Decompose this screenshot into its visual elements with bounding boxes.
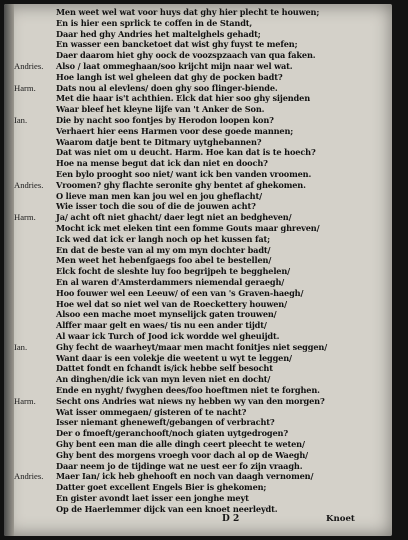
book-page: [4, 4, 392, 536]
line-text: Ghy bent des morgens vroegh voor dach al op de Waegh/: [56, 449, 308, 460]
line-text: En wasser een bancketoet dat wist ghy fuyst te mefen;: [56, 39, 298, 50]
verse-line: [4, 418, 392, 427]
verse-line: [4, 138, 392, 147]
line-text: Datter goet excellent Engels Bier is ghekomen;: [56, 482, 267, 493]
verse-line: [4, 343, 392, 352]
verse-line: [4, 213, 392, 222]
line-text: Ick wed dat ick er langh noch op het kussen fat;: [56, 233, 271, 244]
verse-line: [4, 364, 392, 373]
line-text: Hoe na mense begut dat ick dan niet en dooch?: [56, 158, 268, 169]
speaker-name: Andries.: [14, 471, 44, 482]
line-text: Die by nacht soo fontjes by Herodon loopen kon?: [56, 115, 274, 125]
line-text: Wie isser toch die sou of die de jouwen acht?: [56, 201, 256, 212]
line-text: Daar neem jo de tijdinge wat ne uest eer fo zijn vraagh.: [56, 460, 303, 471]
line-text: Hoe langh ist wel gheleen dat ghy de pocken badt?: [56, 71, 283, 82]
catchword: Knoet: [326, 514, 355, 524]
line-text: Alsoo een mache moet mynselijck gaten trouwen/: [56, 309, 277, 320]
line-text: En dat de beste van al my om myn dochter badt/: [56, 244, 271, 255]
verse-line: [4, 256, 392, 265]
verse-line: [4, 321, 392, 330]
line-text: Dattet fondt en fchandt is/ick hebbe self besocht: [56, 363, 273, 374]
verse-line: [4, 386, 392, 395]
speaker-name: Harm.: [14, 82, 36, 93]
line-text: Elck focht de sleshte luy foo begrijpeh te begghelen/: [56, 266, 290, 277]
verse-line: [4, 224, 392, 233]
verse-line: [4, 300, 392, 309]
verse-line: [4, 148, 392, 157]
verse-line: [4, 375, 392, 384]
line-text: Isser niemant gheneweft/gebangen of verbracht?: [56, 417, 275, 428]
verse-line: [4, 116, 392, 125]
speaker-name: Andries.: [14, 61, 44, 71]
line-text: Secht ons Andries wat niews ny hebben wy van den morgen?: [56, 395, 325, 406]
speaker-name: Harm.: [14, 395, 36, 406]
line-text: Vroomen? ghy flachte seronite ghy bentet af ghekomen.: [56, 179, 306, 190]
line-text: Men weet wel wat voor huys dat ghy hier plecht te houwen;: [56, 7, 320, 17]
verse-line: [4, 462, 392, 471]
verse-line: [4, 397, 392, 406]
line-text: Verhaert hier eens Harmen voor dese goede mannen;: [56, 125, 294, 136]
verse-line: [4, 8, 392, 17]
line-text: En is hier een sprlick te coffen in de Standt,: [56, 17, 253, 28]
verse-line: [4, 440, 392, 449]
verse-line: [4, 494, 392, 503]
verse-line: [4, 51, 392, 60]
line-text: Daer daarom hiet ghy oock de voozspzaach van qua faken.: [56, 50, 316, 61]
line-text: Een bylo prooght soo niet/ want ick ben vanden vroomen.: [56, 169, 312, 179]
line-text: Alffer maar gelt en waes/ tis nu een ander tijdt/: [56, 320, 267, 331]
verse-line: [4, 192, 392, 201]
line-text: En gister avondt laet isser een jonghe meyt: [56, 493, 249, 503]
line-text: Hoo fouwer wel een Leeuw/ of een van 's Graven-haegh/: [56, 287, 304, 298]
speaker-name: Harm.: [14, 212, 36, 223]
verse-line: [4, 94, 392, 103]
verse-line: [4, 181, 392, 190]
line-text: Met die haar is't achthien. Elck dat hier soo ghy sijenden: [56, 93, 310, 104]
line-text: Dats nou al elevlens/ doen ghy soo flinger-biende.: [56, 82, 278, 93]
line-text: Ghy bent een man die alle dingh ceert pleecht te weten/: [56, 439, 305, 449]
verse-line: [4, 483, 392, 492]
line-text: Op de Haerlemmer dijck van een knoet neerleydt.: [56, 503, 278, 514]
speaker-name: Andries.: [14, 179, 44, 190]
verse-line: [4, 289, 392, 298]
line-text: Daar hed ghy Andries het maltelghels gehadt;: [56, 28, 261, 39]
verse-line: [4, 354, 392, 363]
line-text: Wat isser ommegaen/ gisteren of te nacht?: [56, 406, 247, 417]
verse-line: [4, 451, 392, 460]
verse-line: [4, 332, 392, 341]
verse-line: [4, 310, 392, 319]
line-text: Ghy fecht de waarheyt/maar men macht fonitjes niet seggen/: [56, 341, 328, 352]
verse-line: [4, 127, 392, 136]
line-text: Mocht ick met eleken tint een fomme Gouts maar ghreven/: [56, 223, 320, 233]
verse-line: [4, 62, 392, 71]
verse-line: [4, 202, 392, 211]
verse-line: [4, 246, 392, 255]
line-text: Waarom datje bent te Ditmary uytghebannen?: [56, 136, 262, 147]
verse-line: [4, 278, 392, 287]
verse-line: [4, 505, 392, 514]
line-text: Men weet het hebenfgaegs foo abel te bestellen/: [56, 255, 272, 266]
verse-line: [4, 267, 392, 276]
line-text: Dat was niet om u deucht. Harm. Hoe kan dat is te hoech?: [56, 147, 316, 158]
line-text: En al waren d'Amsterdammers niemendal geraegh/: [56, 277, 285, 287]
line-text: Ja/ acht oft niet ghacht/ daer legt niet an bedgheven/: [56, 212, 292, 223]
line-text: Also / laat ommeghaan/soo krijcht mijn naar wel wat.: [56, 61, 293, 71]
line-text: An dinghen/die ick van myn leven niet en docht/: [56, 374, 271, 385]
verse-line: [4, 472, 392, 481]
line-text: Want daar is een volekje die weetent u wyt te leggen/: [56, 352, 292, 363]
line-text: Maer Ian/ ick heb ghehooft en noch van daagh vernomen/: [56, 471, 314, 482]
line-text: Der o fmoeft/geranchooft/noch giaten uytgedrogen?: [56, 428, 288, 439]
verse-line: [4, 429, 392, 438]
verse-line: [4, 84, 392, 93]
verse-line: [4, 159, 392, 168]
verse-line: [4, 408, 392, 417]
verse-line: [4, 235, 392, 244]
line-text: Al waar ick Turch of Jood ick wordde wel gheuijdt.: [56, 331, 280, 341]
verse-line: [4, 170, 392, 179]
verse-line: [4, 105, 392, 114]
line-text: Ende en nyght/ fwyghen dees/foo hoeftmen niet te forghen.: [56, 385, 320, 395]
verse-line: [4, 73, 392, 82]
signature-mark: D 2: [222, 514, 240, 524]
line-text: Waar bleef het kleyne lijfe van 't Anker de Son.: [56, 104, 265, 115]
verse-line: [4, 40, 392, 49]
line-text: Hoe wel dat so niet wel van de Roeckettery houwen/: [56, 298, 287, 309]
line-text: O lieve man men kan jou wel en jou gheflacht/: [56, 190, 262, 201]
speaker-name: Ian.: [14, 341, 28, 352]
speaker-name: Ian.: [14, 115, 28, 125]
verse-line: [4, 30, 392, 39]
verse-line: [4, 19, 392, 28]
